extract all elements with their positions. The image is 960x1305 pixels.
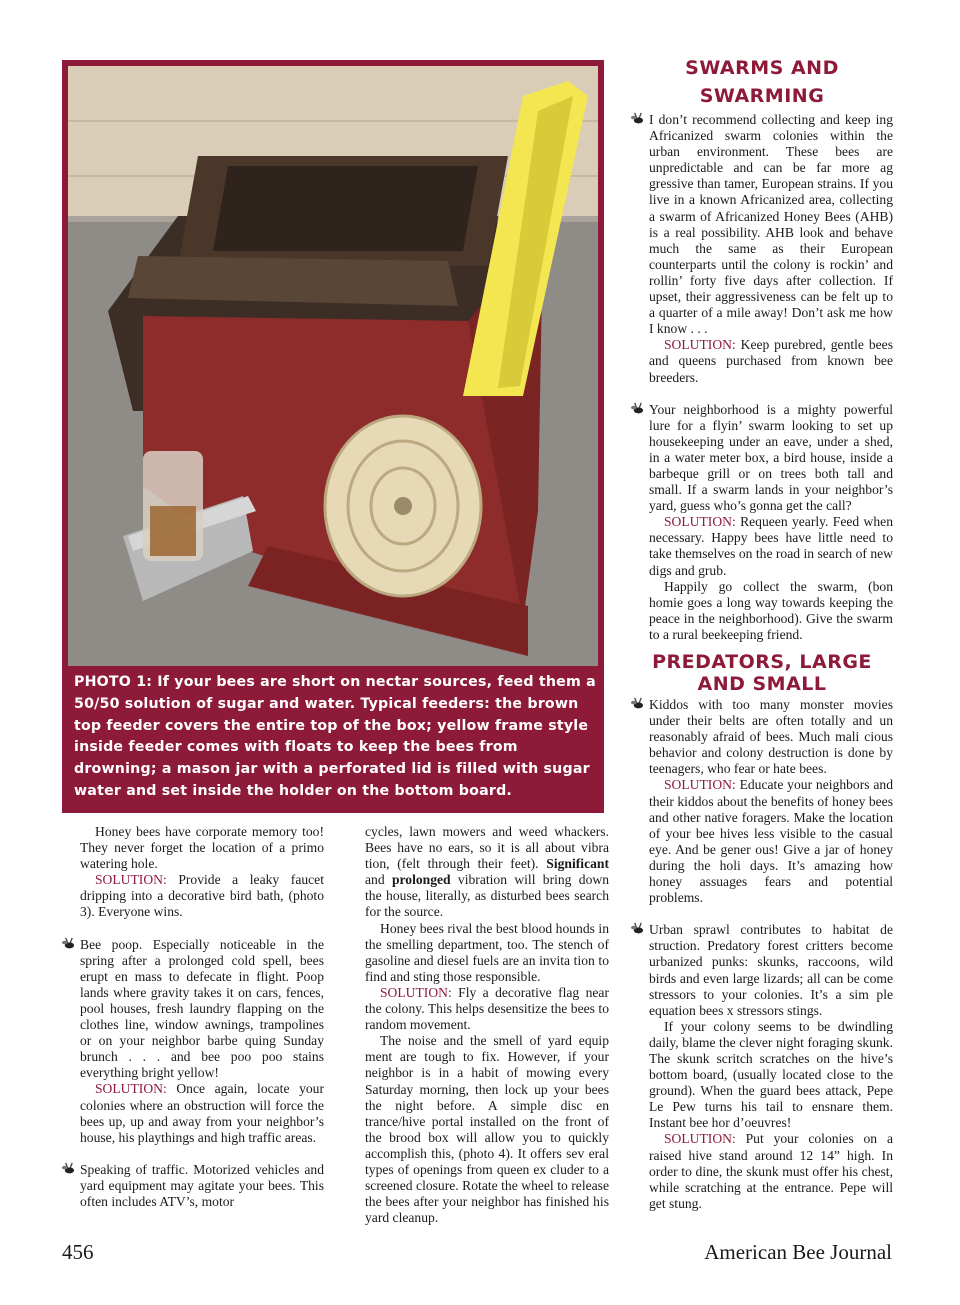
bullet-paragraph [631,112,893,337]
solution-label: SOLUTION: [664,514,736,530]
paragraph: Honey bees rival the best blood hounds in the smelling department, too. The stench of gasoline and diesel fuels are an invita tion to find and sting those responsible. [365,920,609,984]
bee-icon [631,112,644,125]
solution-text: Put your colonies on a raised hive stand around 12 14” high. In order to dine, the skunk must offer his chest, while scratching at the entrance. Pepe will get stung. [649,1131,893,1211]
paragraph: If your colony seems to be dwindling daily, blame the clever night foraging skunk. The skunk scritch scratches on the hive’s bottom board, (usually located close to the ground). When the guard bees attack, Pepe Le Pew turns his tail to ensnare them. Instant bee hor d’oeuvres! [649,1018,893,1131]
bullet-paragraph [62,1162,324,1210]
solution-paragraph [649,1131,893,1211]
bee-icon [631,697,644,710]
solution-paragraph [365,985,609,1033]
solution-label: SOLUTION: [95,1081,167,1097]
solution-paragraph [649,777,893,906]
paragraph: Honey bees have corporate memory too! They never forget the location of a primo watering hole. [80,824,324,872]
paragraph-text: Kiddos with too many monster movies under their belts are often totally and un reasonably afraid of bees. Much mali cious behavior and colony destruction is done by teenagers, who fear or hate bees. [649,697,893,777]
journal-title: American Bee Journal [704,1240,892,1264]
column-2 [365,824,609,1226]
solution-text: Once again, locate your colonies where an obstruction will force the bees up, up and away from your neighbor’s house, his playthings and high traffic areas. [80,1081,324,1145]
column-3 [649,54,893,1212]
solution-paragraph [80,872,324,920]
bee-icon [631,922,644,935]
solution-text: Requeen yearly. Feed when necessary. Happy bees have little need to take themselves on the road in search of new digs and grub. [649,514,893,578]
solution-label: SOLUTION: [664,1131,736,1147]
bullet-paragraph [631,697,893,777]
paragraph-text: Bee poop. Especially noticeable in the spring after a prolonged cold spell, bees erupt en mass to defecate in flight. Poop lands where gravity takes it on cars, fences, pool houses, fresh laundry flapping on the clothes line, window awnings, trampolines or on your neighbor barbe quing Sunday brunch . . . and bee poo poo stains everything bright yellow! [80,936,324,1081]
paragraph [365,824,609,921]
solution-text: Fly a decorative flag near the colony. This helps desensitize the bees to random movement. [365,984,609,1033]
paragraph: Happily go collect the swarm, (bon homie goes a long way towards keeping the peace in the neighborhood). Give the swarm to a rural beekeeping friend. [649,578,893,642]
bee-icon [62,937,75,950]
bullet-paragraph [631,922,893,1019]
solution-text: Educate your neighbors and their kiddos about the benefits of honey bees and other native foragers. Make the location of your bee hives less visible to the casual eye. And be gener ous! Give a jar of honey during the holi days. It’s amazing how honey assuages fears and potential problems. [649,777,893,906]
photo-panel [62,60,604,813]
bee-icon [62,1162,75,1175]
bullet-paragraph [62,937,324,1082]
paragraph-text: Urban sprawl contributes to habitat de struction. Predatory forest critters become urbanized punks: skunks, raccoons, wild birds and even large lizards; all can be come stressors to your colonies. It’s a sim ple equation bees x stressors stings. [649,922,893,1018]
paragraph-text: Your neighborhood is a mighty powerful lure for a flyin’ swarm looking to set up housekeeping under an eave, under a shed, in a water meter box, a bird house, inside a barbeque grill or on trees both tall and small. If a swarm lands in your neighbor’s yard, guess who’s gonna get the call? [649,401,893,514]
paragraph-text: Speaking of traffic. Motorized vehicles and yard equipment may agitate your bees. This often includes ATV’s, motor [80,1161,324,1209]
column-1 [80,824,324,1210]
page-number: 456 [62,1240,94,1264]
bee-icon [631,402,644,415]
photo-beehive-feeders [68,66,598,666]
solution-label: SOLUTION: [664,777,736,793]
solution-text: Provide a leaky faucet dripping into a decorative bird bath, (photo 3). Everyone wins. [80,872,324,920]
solution-label: SOLUTION: [664,337,736,353]
paragraph: The noise and the smell of yard equip ment are tough to fix. However, if your neighbor is in a habit of mowing every Saturday morning, then lock up your bees the night before. A simple disc en trance/hive portal installed on the front of the brood box will allow you to quickly accomplish this, (photo 4). It offers sev eral types of openings from queen ex cluder to a screened closure. Rotate the wheel to release the bees after your neighbor has finished his yard cleanup. [365,1033,609,1226]
solution-text: Keep purebred, gentle bees and queens purchased from known bee breeders. [649,337,893,385]
text: cycles, lawn mowers and weed whackers. Bees have no ears, so it is all about vibra tion, (felt through their feet). [365,824,609,872]
solution-label: SOLUTION: [380,984,452,1000]
solution-label: SOLUTION: [95,872,167,888]
bullet-paragraph [631,402,893,515]
paragraph-text: I don’t recommend collecting and keep ing Africanized swarm colonies within the urban environment. These bees are unpredictable and can be far more ag gressive than tamer, European strains. If you live in a known Africanized area, collecting a swarm of Africanized Honey Bees (AHB) is a real possibility. AHB look and behave much the same as their European counterparts until the colony is rockin’ and rollin’ forty five days after collection. If upset, their aggressiveness can be felt up to a quarter of a mile away! Don’t ask me how I know . . . [649,112,893,337]
photo-caption: PHOTO 1: If your bees are short on nectar sources, feed them a 50/50 solution of sugar and water. Typical feeders: the brown top feeder covers the entire top of the box; yellow frame style inside feeder comes with floats to keep the bees from drowning; a mason jar with a perforated lid is filled with sugar water and set inside the holder on the bottom board. [74,674,596,799]
bold-text: Significant [546,856,609,872]
section-heading: PREDATORS, LARGE AND SMALL [652,651,872,695]
solution-paragraph [649,337,893,385]
solution-paragraph [80,1081,324,1145]
text: and [365,872,392,888]
text: vibration will bring down the house, literally, as disturbed bees search for the source. [365,872,609,920]
solution-paragraph [649,514,893,578]
section-heading: SWARMS AND SWARMING [685,57,839,107]
bold-text: prolonged [391,872,451,888]
